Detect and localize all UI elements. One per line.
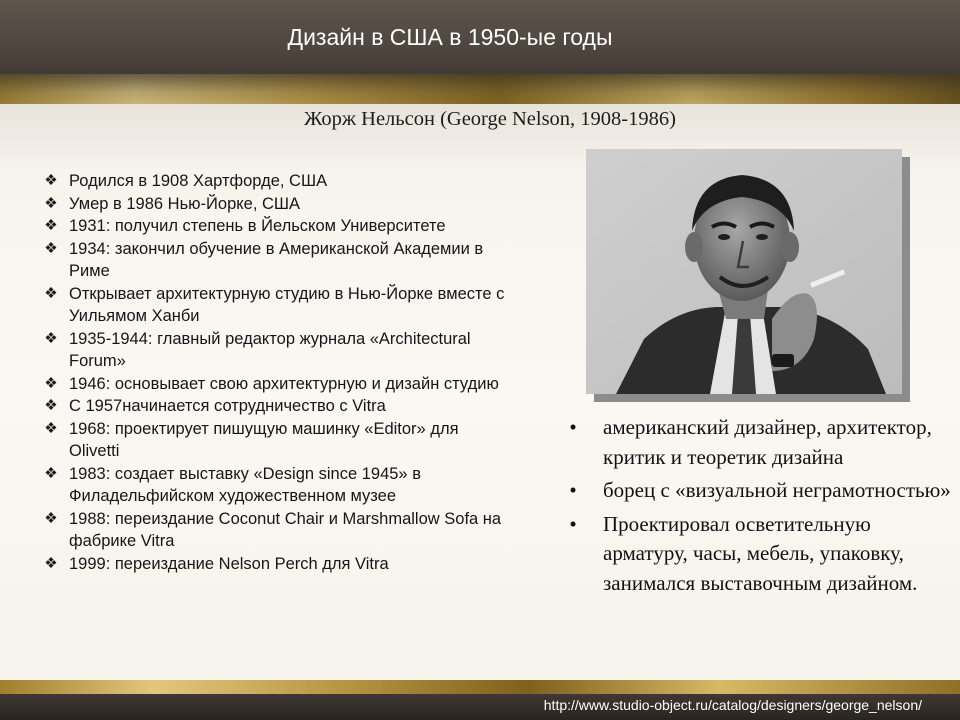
diamond-flower-bullet-icon: ❖	[44, 284, 58, 302]
round-bullet-icon: •	[569, 478, 577, 502]
description-item-text: борец с «визуальной неграмотностью»	[603, 478, 951, 502]
biography-item-text: 1988: переиздание Coconut Chair и Marshmallow Sofa на фабрике Vitra	[69, 509, 502, 550]
biography-item-text: 1999: переиздание Nelson Perch для Vitra	[69, 554, 389, 573]
biography-item-text: 1968: проектирует пишущую машинку «Editor» для Olivetti	[69, 419, 459, 460]
round-bullet-icon: •	[569, 415, 577, 439]
biography-item	[40, 508, 510, 553]
description-item	[567, 413, 957, 472]
biography-item-text: Родился в 1908 Хартфорде, США	[69, 172, 328, 190]
biography-list	[40, 170, 510, 575]
biography-item-text: 1935-1944: главный редактор журнала «Architectural Forum»	[69, 329, 471, 370]
source-link[interactable]: http://www.studio-object.ru/catalog/designers/george_nelson/	[543, 697, 922, 713]
diamond-flower-bullet-icon: ❖	[44, 239, 58, 257]
diamond-flower-bullet-icon: ❖	[44, 217, 58, 234]
biography-item-text: 1934: закончил обучение в Американской Академии в Риме	[69, 239, 484, 280]
biography-item	[40, 553, 510, 576]
description-list	[567, 413, 957, 602]
portrait-photo	[586, 149, 902, 394]
biography-item-text: 1946: основывает свою архитектурную и дизайн студию	[69, 374, 499, 393]
diamond-flower-bullet-icon: ❖	[44, 374, 58, 392]
diamond-flower-bullet-icon: ❖	[44, 329, 58, 347]
biography-item	[40, 283, 510, 328]
footer-gold-stripe	[0, 680, 960, 694]
biography-item	[40, 373, 510, 396]
biography-item	[40, 193, 510, 216]
slide-subtitle: Жорж Нельсон (George Nelson, 1908-1986)	[304, 108, 676, 130]
biography-item	[40, 395, 510, 418]
biography-item	[40, 328, 510, 373]
description-item-text: Проектировал осветительную арматуру, часы, мебель, упаковку, занимался выставочным дизайном.	[603, 511, 918, 595]
biography-item	[40, 215, 510, 238]
portrait-illustration	[586, 149, 902, 394]
diamond-flower-bullet-icon: ❖	[44, 419, 58, 437]
diamond-flower-bullet-icon: ❖	[44, 397, 58, 414]
biography-item	[40, 463, 510, 508]
biography-item-text: Умер в 1986 Нью-Йорке, США	[69, 194, 301, 213]
biography-item	[40, 170, 510, 193]
description-item	[567, 510, 957, 599]
diamond-flower-bullet-icon: ❖	[44, 194, 58, 212]
biography-item	[40, 418, 510, 463]
round-bullet-icon: •	[569, 511, 577, 536]
diamond-flower-bullet-icon: ❖	[44, 464, 58, 482]
biography-item-text: Открывает архитектурную студию в Нью-Йорке вместе с Уильямом Ханби	[69, 284, 505, 325]
description-item	[567, 476, 957, 506]
biography-item-text: 1931: получил степень в Йельском Университете	[69, 217, 446, 235]
header-gold-shadow	[0, 74, 960, 104]
description-item-text: американский дизайнер, архитектор, критик и теоретик дизайна	[603, 415, 932, 469]
biography-item	[40, 238, 510, 283]
diamond-flower-bullet-icon: ❖	[44, 554, 58, 572]
diamond-flower-bullet-icon: ❖	[44, 509, 58, 527]
slide-title: Дизайн в США в 1950-ые годы	[287, 24, 613, 50]
biography-item-text: 1983: создает выставку «Design since 1945» в Филадельфийском художественном музее	[69, 464, 421, 505]
biography-item-text: С 1957начинается сотрудничество с Vitra	[69, 397, 386, 415]
diamond-flower-bullet-icon: ❖	[44, 172, 58, 189]
